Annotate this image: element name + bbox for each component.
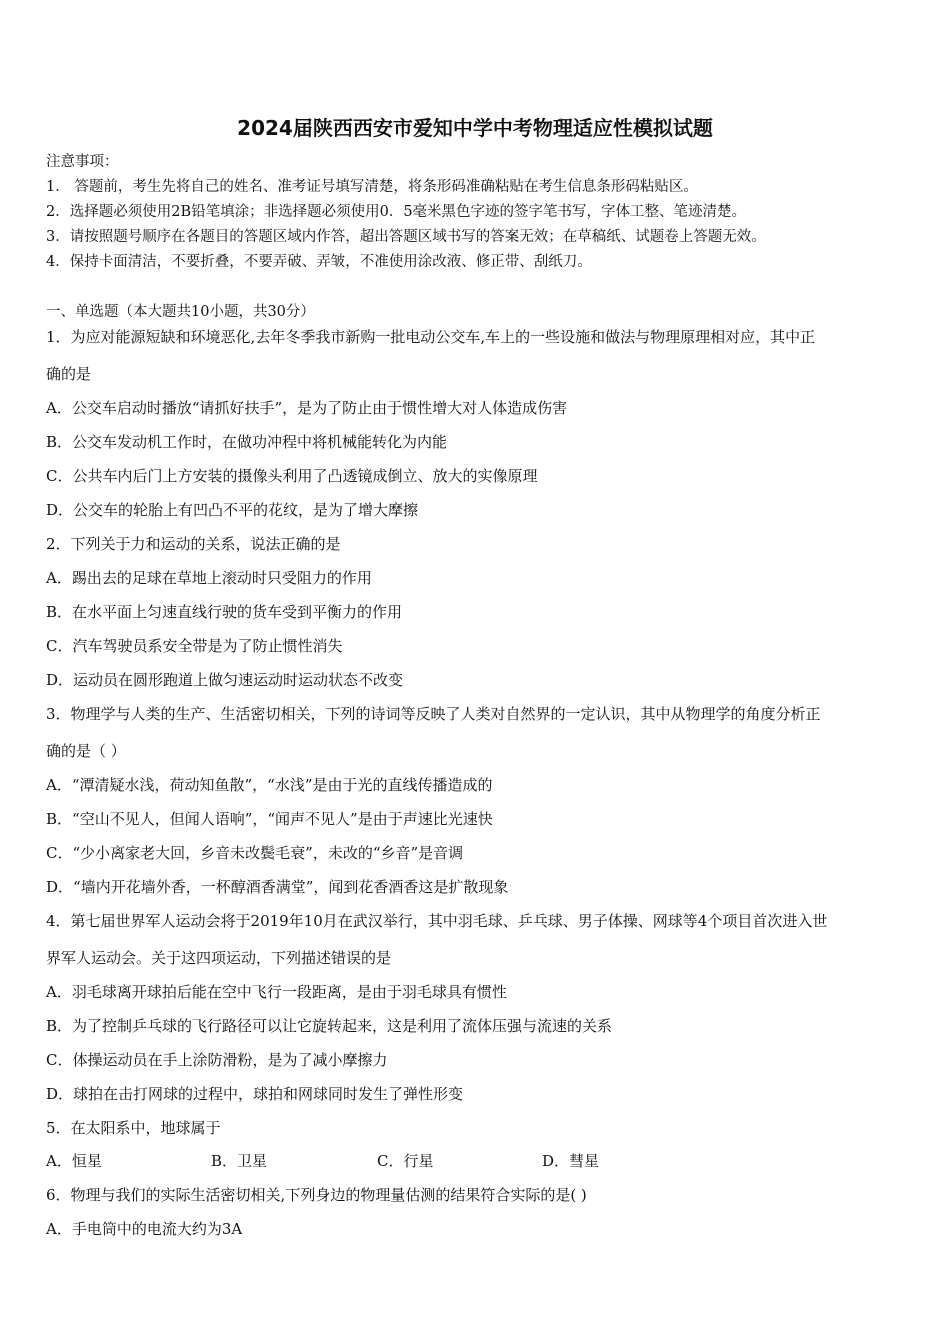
option-d: D．运动员在圆形跑道上做匀速运动时运动状态不改变 <box>46 671 404 689</box>
option-d: D．球拍在击打网球的过程中，球拍和网球同时发生了弹性形变 <box>46 1085 464 1103</box>
notice-item: 4．保持卡面清洁，不要折叠，不要弄破、弄皱，不准使用涂改液、修正带、刮纸刀。 <box>46 254 592 270</box>
option-b: B．在水平面上匀速直线行驶的货车受到平衡力的作用 <box>46 603 403 621</box>
option-d: D．公交车的轮胎上有凹凸不平的花纹，是为了增大摩擦 <box>46 501 419 519</box>
question-stem: 界军人运动会。关于这四项运动，下列描述错误的是 <box>46 949 392 967</box>
question-stem: 2．下列关于力和运动的关系，说法正确的是 <box>46 535 341 553</box>
option-b: B．“空山不见人，但闻人语响”，“闻声不见人”是由于声速比光速快 <box>46 810 493 828</box>
page-title: 2024届陕西西安市爱知中学中考物理适应性模拟试题 <box>237 116 713 140</box>
question-stem: 4．第七届世界军人运动会将于2019年10月在武汉举行，其中羽毛球、乒乓球、男子体操、网球等4个项目首次进入世 <box>46 912 828 930</box>
option-a: A．踢出去的足球在草地上滚动时只受阻力的作用 <box>46 569 372 587</box>
option-b: B．为了控制乒乓球的飞行路径可以让它旋转起来，这是利用了流体压强与流速的关系 <box>46 1017 613 1035</box>
option-c: C．公共车内后门上方安装的摄像头利用了凸透镜成倒立、放大的实像原理 <box>46 467 538 485</box>
question-stem: 确的是 <box>46 365 92 383</box>
question-stem: 5．在太阳系中，地球属于 <box>46 1119 221 1137</box>
notice-item: 2．选择题必须使用2B铅笔填涂；非选择题必须使用0．5毫米黑色字迹的签字笔书写，字体工整、笔迹清楚。 <box>46 204 747 220</box>
question-stem: 6．物理与我们的实际生活密切相关,下列身边的物理量估测的结果符合实际的是( ) <box>46 1186 587 1204</box>
option-d: D．“墙内开花墙外香，一杯醇酒香满堂”，闻到花香酒香这是扩散现象 <box>46 878 509 896</box>
option-b: B．公交车发动机工作时，在做功冲程中将机械能转化为内能 <box>46 433 448 451</box>
option-a: A．恒星 <box>46 1152 102 1170</box>
option-c: C．行星 <box>377 1152 434 1170</box>
question-stem: 1．为应对能源短缺和环境恶化,去年冬季我市新购一批电动公交车,车上的一些设施和做法与物理原理相对应，其中正 <box>46 328 816 346</box>
notice-item: 3．请按照题号顺序在各题目的答题区域内作答，超出答题区域书写的答案无效；在草稿纸、试题卷上答题无效。 <box>46 229 766 245</box>
option-a: A．手电筒中的电流大约为3A <box>46 1220 243 1238</box>
notice-heading: 注意事项： <box>46 154 119 170</box>
option-a: A．羽毛球离开球拍后能在空中飞行一段距离，是由于羽毛球具有惯性 <box>46 983 507 1001</box>
question-stem: 确的是（ ） <box>46 742 126 760</box>
notice-item: 1． 答题前，考生先将自己的姓名、准考证号填写清楚，将条形码准确粘贴在考生信息条形码粘贴区。 <box>46 179 698 195</box>
option-c: C．汽车驾驶员系安全带是为了防止惯性消失 <box>46 637 343 655</box>
section-heading: 一、单选题（本大题共10小题，共30分） <box>46 304 315 320</box>
option-c: C．“少小离家老大回，乡音未改鬓毛衰”，未改的“乡音”是音调 <box>46 844 464 862</box>
option-d: D．彗星 <box>542 1152 600 1170</box>
option-a: A．公交车启动时播放“请抓好扶手”，是为了防止由于惯性增大对人体造成伤害 <box>46 399 568 417</box>
option-a: A．“潭清疑水浅，荷动知鱼散”，“水浅”是由于光的直线传播造成的 <box>46 776 493 794</box>
option-c: C．体操运动员在手上涂防滑粉，是为了减小摩擦力 <box>46 1051 388 1069</box>
question-stem: 3．物理学与人类的生产、生活密切相关，下列的诗词等反映了人类对自然界的一定认识，其中从物理学的角度分析正 <box>46 705 821 723</box>
option-b: B．卫星 <box>211 1152 268 1170</box>
